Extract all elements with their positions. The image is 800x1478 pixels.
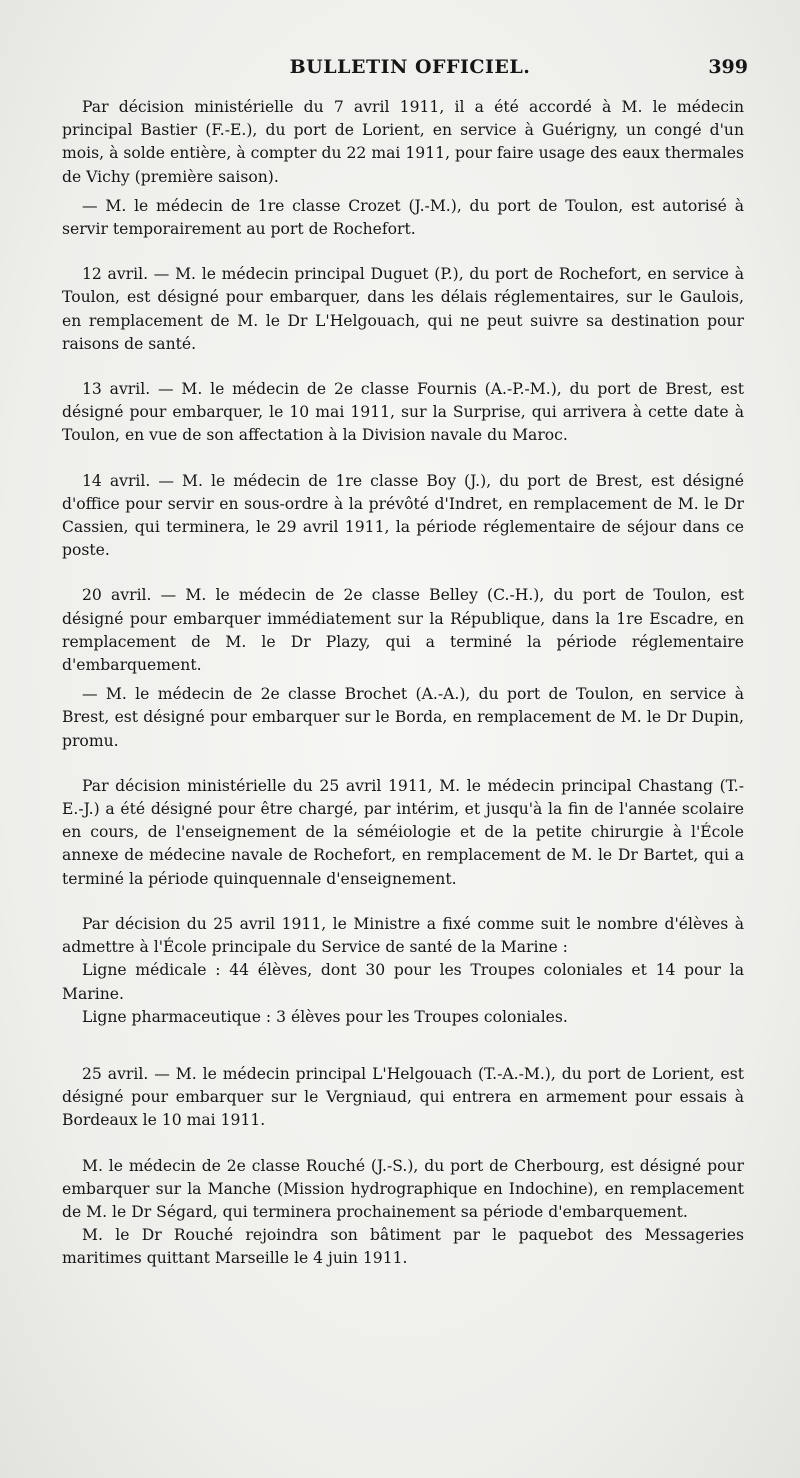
- running-title: BULLETIN OFFICIEL.: [289, 56, 531, 78]
- paragraph-12-avril: 12 avril. — M. le médecin principal Duguet (P.), du port de Rochefort, en service à Toulon, est désigné pour embarquer, dans les délais réglementaires, sur le Gaulois, en remplacement de M. le Dr L'Helgouach, qui ne peut suivre sa destination pour raisons de santé.: [62, 265, 744, 353]
- paragraph-14-avril: 14 avril. — M. le médecin de 1re classe Boy (J.), du port de Brest, est désigné d'office pour servir en sous-ordre à la prévôté d'Indret, en remplacement de M. le Dr Cassien, qui terminera, le 29 avril 1911, la période réglementaire de séjour dans ce poste.: [62, 471, 744, 560]
- paragraph-20-avril: 20 avril. — M. le médecin de 2e classe Belley (C.-H.), du port de Toulon, est désigné pour embarquer immédiatement sur la République, dans la 1re Escadre, en remplacement de M. le Dr Plazy, qui a terminé la période réglementaire d'embarquement.: [62, 586, 744, 675]
- paragraph-ligne-medicale: Ligne médicale : 44 élèves, dont 30 pour les Troupes coloniales et 14 pour la Marine.: [62, 961, 744, 1003]
- paragraph-rouche-rejoindra: M. le Dr Rouché rejoindra son bâtiment par le paquebot des Messageries maritimes quittant Marseille le 4 juin 1911.: [62, 1226, 744, 1268]
- paragraph-rouche: M. le médecin de 2e classe Rouché (J.-S.), du port de Cherbourg, est désigné pour embarquer sur la Manche (Mission hydrographique en Indochine), en remplacement de M. le Dr Ségard, qui terminera prochainement sa période d'embarquement.: [62, 1156, 744, 1221]
- page-number: 399: [708, 56, 748, 78]
- paragraph-ligne-pharmaceutique: Ligne pharmaceutique : 3 élèves pour les Troupes coloniales.: [82, 1007, 568, 1026]
- body-text: [62, 96, 744, 1271]
- paragraph-conge-bastier: Par décision ministérielle du 7 avril 1911, il a été accordé à M. le médecin principal Bastier (F.-E.), du port de Lorient, en service à Guérigny, un congé d'un mois, à solde entière, à compter du 22 mai 1911, pour faire usage des eaux thermales de Vichy (première saison).: [62, 98, 744, 186]
- paragraph-nombre-eleves: Par décision du 25 avril 1911, le Ministre a fixé comme suit le nombre d'élèves à admettre à l'École principale du Service de santé de la Marine :: [62, 914, 744, 957]
- paragraph-chastang: Par décision ministérielle du 25 avril 1911, M. le médecin principal Chastang (T.-E.-J.) a été désigné pour être chargé, par intérim, et jusqu'à la fin de l'année scolaire en cours, de l'enseignement de la séméiologie et de la petite chirurgie à l'École annexe de médecine navale de Rochefort, en remplacement de M. le Dr Bartet, qui a terminé la période quinquennale d'enseignement.: [62, 776, 744, 888]
- paragraph-13-avril: 13 avril. — M. le médecin de 2e classe Fournis (A.-P.-M.), du port de Brest, est désigné pour embarquer, le 10 mai 1911, sur la Surprise, qui arrivera à cette date à Toulon, en vue de son affectation à la Division navale du Maroc.: [62, 380, 744, 445]
- paragraph-brochet: — M. le médecin de 2e classe Brochet (A.-A.), du port de Toulon, en service à Brest, est désigné pour embarquer sur le Borda, en remplacement de M. le Dr Dupin, promu.: [62, 685, 744, 750]
- paragraph-crozet: — M. le médecin de 1re classe Crozet (J.-M.), du port de Toulon, est autorisé à servir temporairement au port de Rochefort.: [62, 196, 744, 239]
- page-header: [60, 56, 760, 86]
- paragraph-25-avril: 25 avril. — M. le médecin principal L'Helgouach (T.-A.-M.), du port de Lorient, est désigné pour embarquer sur le Vergniaud, qui entrera en armement pour essais à Bordeaux le 10 mai 1911.: [62, 1064, 744, 1130]
